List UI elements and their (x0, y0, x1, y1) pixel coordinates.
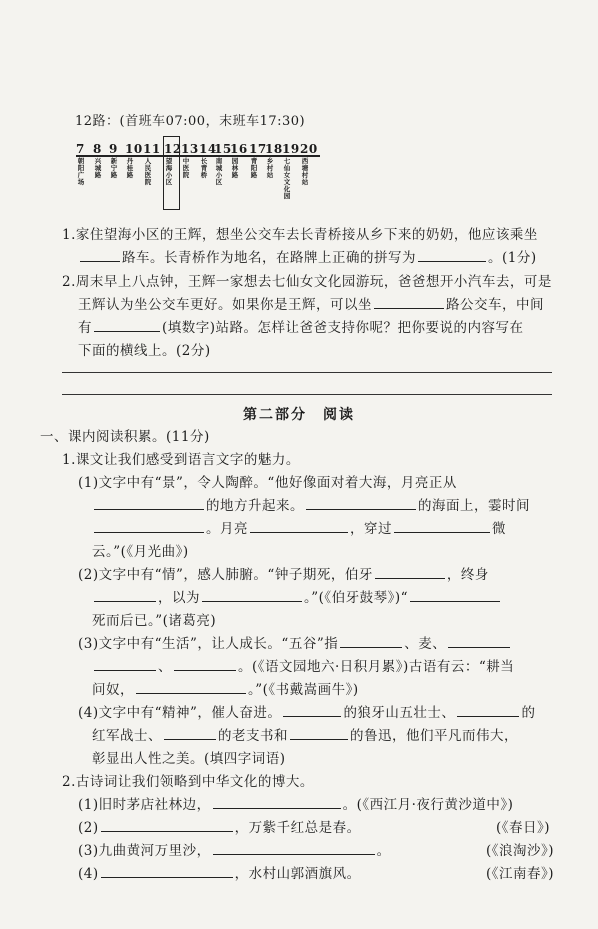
stop-name: 园林路 (231, 157, 239, 179)
stop-name: 中医院 (182, 157, 190, 179)
answer-blank[interactable] (340, 635, 402, 648)
stop-name: 青阳路 (250, 157, 258, 179)
stop-number: 7 (76, 142, 85, 156)
stop-number: 12 (164, 142, 182, 156)
stop-number: 13 (181, 142, 199, 156)
stop-number: 18 (265, 142, 283, 156)
answer-blank[interactable] (448, 635, 510, 648)
answer-blank[interactable] (375, 566, 445, 579)
answer-blank[interactable] (94, 497, 204, 510)
stop-name: 人民医院 (144, 157, 152, 186)
q2-line3: 有 (填数字)站路。怎样让爸爸支持你呢？把你要说的内容写在 (78, 320, 524, 336)
answer-line[interactable] (62, 394, 552, 395)
answer-blank[interactable] (290, 727, 348, 740)
answer-blank[interactable] (94, 589, 156, 602)
stop-number: 17 (249, 142, 267, 156)
s3-line1: (3)文字中有“生活”，让人成长。“五谷”指 、麦、 (78, 635, 512, 653)
stop-number: 8 (93, 142, 102, 156)
answer-blank[interactable] (174, 658, 236, 671)
answer-blank[interactable] (101, 819, 233, 832)
stop-number: 20 (300, 142, 318, 156)
poem-2: (2) ，万紫千红总是春。 (78, 820, 361, 836)
poem-1: (1)旧时茅店社林边， 。(《西江月·夜行黄沙道中》) (78, 797, 514, 813)
stop-number: 14 (199, 142, 217, 156)
answer-blank[interactable] (418, 249, 486, 262)
answer-blank[interactable] (250, 520, 348, 533)
answer-blank[interactable] (410, 589, 500, 602)
s2-line2: ，以为 。”(《伯牙鼓琴》)“ (92, 589, 502, 607)
s1-line3: 。月亮 ，穿过 微 (92, 520, 506, 538)
answer-blank[interactable] (94, 319, 160, 332)
q2-line1: 2.周末早上八点钟，王辉一家想去七仙女文化园游玩，爸爸想开小汽车去，可是 (62, 274, 552, 290)
answer-blank[interactable] (306, 497, 416, 510)
q1-line2: 路车。长青桥作为地名，在路牌上正确的拼写为 。(1分) (78, 249, 537, 267)
s1-line4: 云。”(《月光曲》) (92, 544, 189, 560)
s4-line3: 彰显出人性之美。(填四字词语) (92, 751, 286, 767)
s3-line2: 、 。(《语文园地六·日积月累》)古语有云：“耕当 (92, 658, 514, 676)
part1-title: 一、课内阅读积累。(11分) (40, 429, 210, 445)
stop-number: 16 (230, 142, 248, 156)
s4-line2: 红军战士、 的老支书和 的鲁迅，他们平凡而伟大， (92, 728, 518, 744)
q1-line1: 1.家住望海小区的王辉，想坐公交车去长青桥接从乡下来的奶奶，他应该乘坐 (62, 227, 538, 243)
stop-name: 乡村站 (266, 157, 274, 179)
s2-line3: 死而后已。”(诸葛亮) (92, 613, 217, 629)
stop-name: 望海小区 (165, 157, 173, 186)
section-title: 第二部分 阅读 (243, 407, 355, 423)
current-stop-box (163, 136, 180, 210)
answer-blank[interactable] (213, 842, 375, 855)
s2-line1: (2)文字中有“情”，感人肺腑。“钟子期死，伯牙 ，终身 (78, 567, 489, 583)
answer-blank[interactable] (374, 296, 444, 309)
stop-name: 朝阳广场 (77, 157, 85, 186)
part1-q1-title: 1.课文让我们感受到语言文字的魅力。 (62, 452, 300, 468)
poem-3: (3)九曲黄河万里沙， 。 (78, 843, 391, 859)
poem-2-source: (《春日》) (496, 820, 551, 836)
poem-4-source: (《江南春》) (486, 866, 555, 882)
route-line (76, 155, 320, 157)
stop-name: 长青桥 (200, 157, 208, 179)
stop-name: 南城小区 (215, 157, 223, 186)
part1-q2-title: 2.古诗词让我们领略到中华文化的博大。 (62, 774, 314, 790)
s3-line3: 问奴， 。”(《书戴嵩画牛》) (92, 682, 359, 698)
stop-name: 西塘村站 (301, 157, 309, 186)
s1-line1: (1)文字中有“景”，令人陶醉。“他好像面对着大海，月亮正从 (78, 475, 457, 491)
answer-blank[interactable] (164, 727, 216, 740)
route-header: 12路：(首班车07:00，末班车17:30) (75, 114, 306, 129)
q2-line4: 下面的横线上。(2分) (78, 343, 211, 359)
answer-line[interactable] (62, 372, 552, 373)
s4-line1: (4)文字中有“精神”，催人奋进。 的狼牙山五壮士、 的 (78, 705, 536, 721)
poem-3-source: (《浪淘沙》) (486, 843, 555, 859)
answer-blank[interactable] (457, 704, 519, 717)
q2-line2: 王辉认为坐公交车更好。如果你是王辉，可以坐 路公交车，中间 (78, 297, 544, 313)
answer-blank[interactable] (213, 796, 341, 809)
s1-line2: 的地方升起来。 的海面上，霎时间 (92, 497, 530, 515)
stop-number: 9 (109, 142, 118, 156)
answer-blank[interactable] (394, 520, 490, 533)
stop-name: 七仙女文化园 (283, 157, 291, 200)
answer-blank[interactable] (80, 249, 120, 262)
stop-name: 兴城路 (94, 157, 102, 179)
stop-number: 10 (125, 142, 143, 156)
stop-name: 新宁路 (110, 157, 118, 179)
stop-number: 11 (143, 142, 161, 156)
stop-number: 15 (214, 142, 232, 156)
answer-blank[interactable] (101, 865, 233, 878)
answer-blank[interactable] (283, 704, 341, 717)
answer-blank[interactable] (94, 520, 204, 533)
stop-name: 丹桂路 (126, 157, 134, 179)
poem-4: (4) ，水村山郭酒旗风。 (78, 866, 361, 882)
answer-blank[interactable] (202, 589, 302, 602)
answer-blank[interactable] (94, 658, 156, 671)
answer-blank[interactable] (136, 681, 246, 694)
stop-number: 19 (282, 142, 300, 156)
